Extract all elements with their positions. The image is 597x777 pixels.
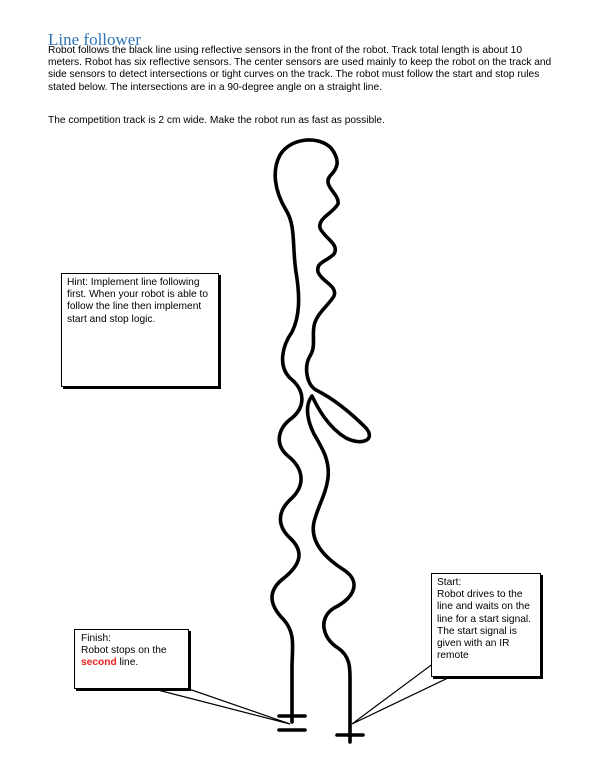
finish-highlight: second [81, 657, 117, 669]
finish-text [81, 645, 182, 669]
finish-box [74, 629, 189, 689]
finish-text-before: Robot stops on the [81, 645, 167, 657]
start-box [431, 573, 541, 677]
finish-text-after: line. [119, 657, 139, 669]
hint-text: Hint: Implement line following first. When your robot is able to follow the line then implement start and stop logic. [67, 277, 208, 325]
start-title: Start: [437, 577, 462, 588]
hint-box [61, 273, 219, 387]
start-text: Robot drives to the line and waits on the line for a start signal. The start signal is given with an IR remote [437, 589, 531, 662]
page-title: Line follower [48, 30, 141, 49]
track-width-paragraph: The competition track is 2 cm wide. Make the robot run as fast as possible. [48, 115, 385, 126]
finish-title: Finish: [81, 633, 112, 644]
finish-callout-pointer [150, 688, 290, 724]
description-paragraph: Robot follows the black line using reflective sensors in the front of the robot. Track total length is about 10 meters. Robot has six reflective sensors. The center sensors are used mainly to keep the robot on the track and side sensors to detect intersections or tight curves on the track. The robot must follow the start and stop rules stated below. The intersections are in a 90-degree angle on a straight line. [48, 45, 552, 93]
track-line [272, 140, 369, 742]
